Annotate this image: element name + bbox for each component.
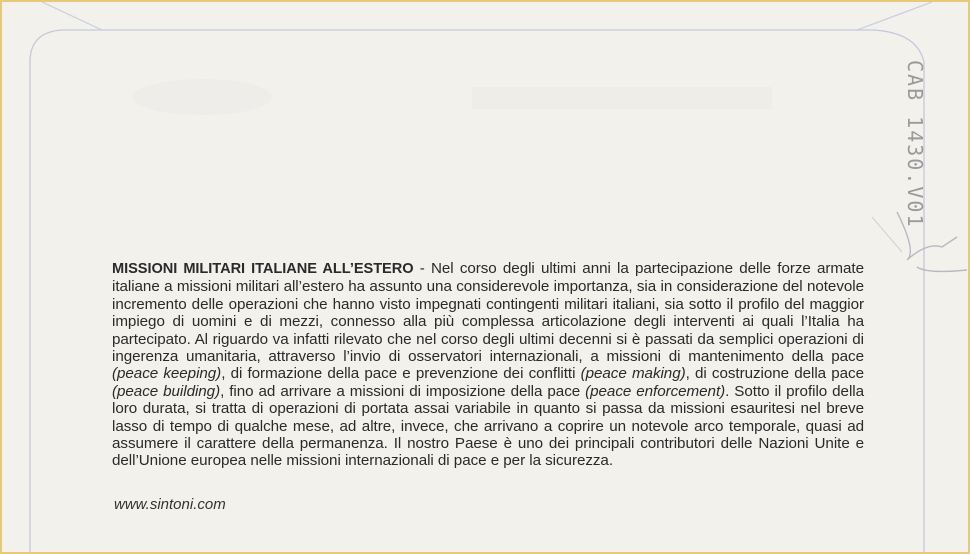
segment-7: (peace enforcement) — [585, 382, 726, 400]
segment-4: , di costruzione della pace — [685, 365, 864, 383]
segment-1: (peace keeping) — [112, 365, 222, 383]
handwritten-note: CAB 1430.V01 — [903, 60, 927, 229]
segment-2: , di formazione della pace e prevenzione dei conflitti — [221, 365, 581, 383]
segment-0: Nel corso degli ultimi anni la partecipazione delle forze armate italiane a missioni militari all’estero ha assunto una considerevole importanza, sia in considerazione del notevole incremento delle operazioni che hanno visto impegnati contingenti militari italiani, sia sotto il profilo del maggior impiego di uomini e di mezzi, connesso alla più complessa articolazione degli interventi ai quali l’Italia ha partecipato. Al riguardo va infatti rilevato che nel corso degli ultimi decenni si è passati da semplici operazioni di ingerenza umanitaria, attraverso l’invio di osservatori internazionali, a missioni di mantenimento della pace — [112, 260, 864, 366]
segment-3: (peace making) — [580, 365, 686, 383]
website-url: www.sintoni.com — [114, 496, 226, 513]
segment-5: (peace building) — [112, 382, 221, 400]
segment-8: . Sotto il profilo della loro durata, si tratta di operazioni di portata assai variabile in quanto si passa da missioni esauritesi nel breve lasso di tempo di qualche mese, ad altre, invece, che arrivano a coprire un notevole arco temporale, quasi ad assumere il carattere della permanenza. Il nostro Paese è uno dei principali contributori delle Nazioni Unite e dell’Unione europea nelle missioni internazionali di pace e per la sicurezza. — [112, 382, 864, 470]
segment-6: , fino ad arrivare a missioni di imposizione della pace — [220, 382, 586, 400]
heading-separator: - — [413, 260, 431, 277]
paragraph-heading: MISSIONI MILITARI ITALIANE ALL’ESTERO — [112, 261, 414, 277]
description-paragraph — [112, 260, 864, 470]
